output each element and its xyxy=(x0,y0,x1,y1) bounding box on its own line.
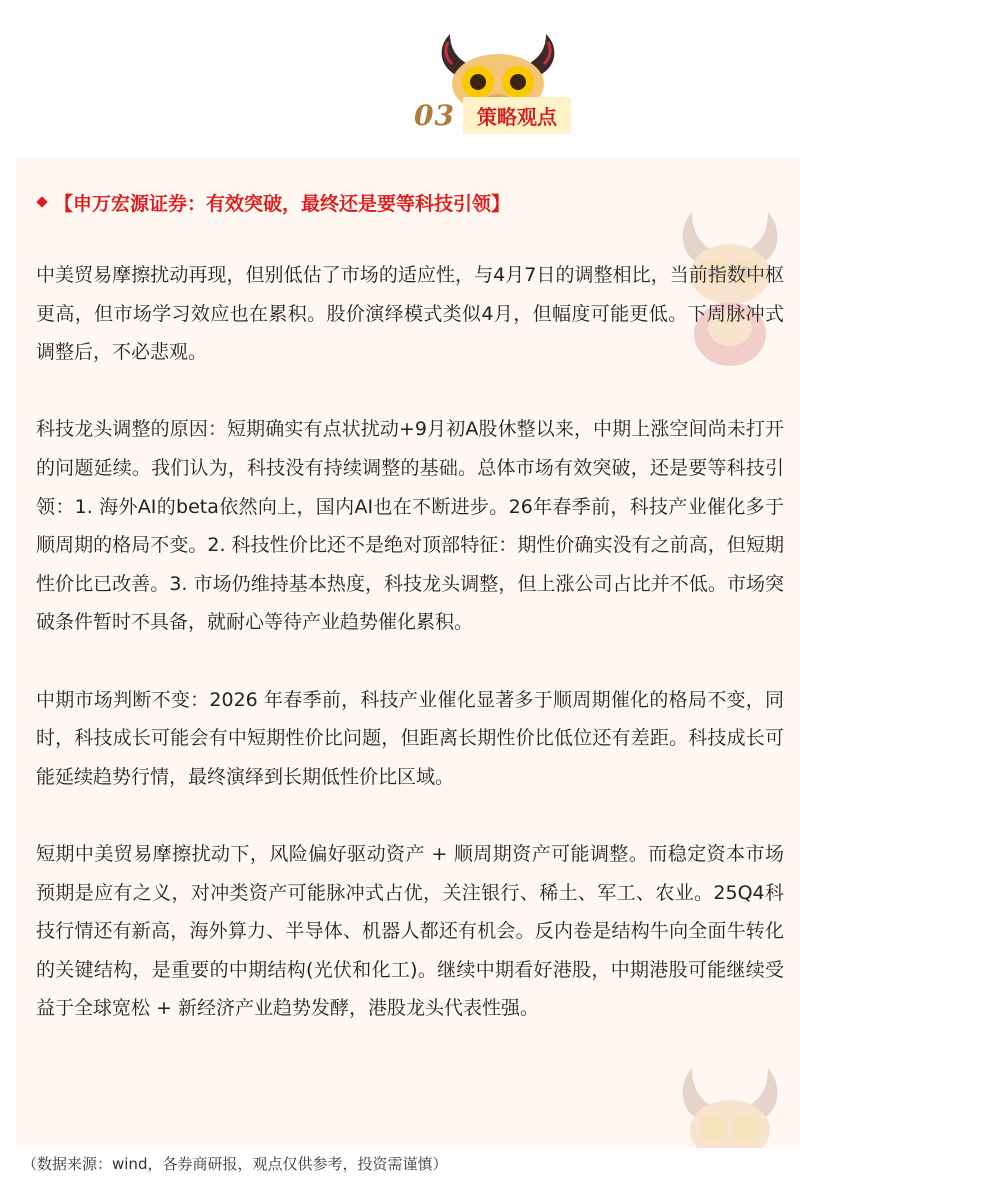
paragraph-allocation: 短期中美贸易摩擦扰动下，风险偏好驱动资产 + 顺周期资产可能调整。而稳定资本市场预期是应有之义，对冲类资产可能脉冲式占优，关注银行、稀土、军工、农业。25Q4科技行情还有新高，海外算力、半导体、机器人都还有机会。反内卷是结构牛向全面牛转化的关键结构，是重要的中期结构(光伏和化工)。继续中期看好港股，中期港股可能继续受益于全球宽松 + 新经济产业趋势发酵，港股龙头代表性强。 xyxy=(36,842,784,1020)
article-body xyxy=(36,182,784,1028)
paragraph-mid-term-view: 中期市场判断不变：2026 年春季前，科技产业催化显著多于顺周期催化的格局不变，同时，科技成长可能会有中短期性价比问题，但距离长期性价比低位还有差距。科技成长可能延续趋势行情，最终演绎到长期低性价比区域。 xyxy=(36,688,784,788)
section-label xyxy=(414,98,571,132)
article-headline xyxy=(36,182,784,222)
section-number: 03 xyxy=(414,98,455,132)
section-title: 策略观点 xyxy=(463,97,571,134)
paragraph-market-adaptability: 中美贸易摩擦扰动再现，但别低估了市场的适应性，与4月7日的调整相比，当前指数中枢更高，但市场学习效应也在累积。股价演绎模式类似4月，但幅度可能更低。下周脉冲式调整后，不必悲观。 xyxy=(36,264,784,364)
article-headline-text: 【申万宏源证券：有效突破，最终还是要等科技引领】 xyxy=(54,192,511,215)
diamond-bullet-icon xyxy=(36,196,47,207)
source-note: （数据来源：wind，各券商研报，观点仅供参考，投资需谨慎） xyxy=(22,1155,448,1173)
content-card xyxy=(16,158,800,1148)
bull-watermark-icon xyxy=(674,1058,786,1148)
section-header xyxy=(400,28,600,138)
paragraph-tech-leaders: 科技龙头调整的原因：短期确实有点状扰动+9月初A股休整以来，中期上涨空间尚未打开的问题延续。我们认为，科技没有持续调整的基础。总体市场有效突破，还是要等科技引领：1. 海外AI的beta依然向上，国内AI也在不断进步。26年春季前，科技产业催化多于顺周期的格局不变。2. 科技性价比还不是绝对顶部特征：期性价确实没有之前高，但短期性价比已改善。3. 市场仍维持基本热度，科技龙头调整，但上涨公司占比并不低。市场突破条件暂时不具备，就耐心等待产业趋势催化累积。 xyxy=(36,418,784,634)
